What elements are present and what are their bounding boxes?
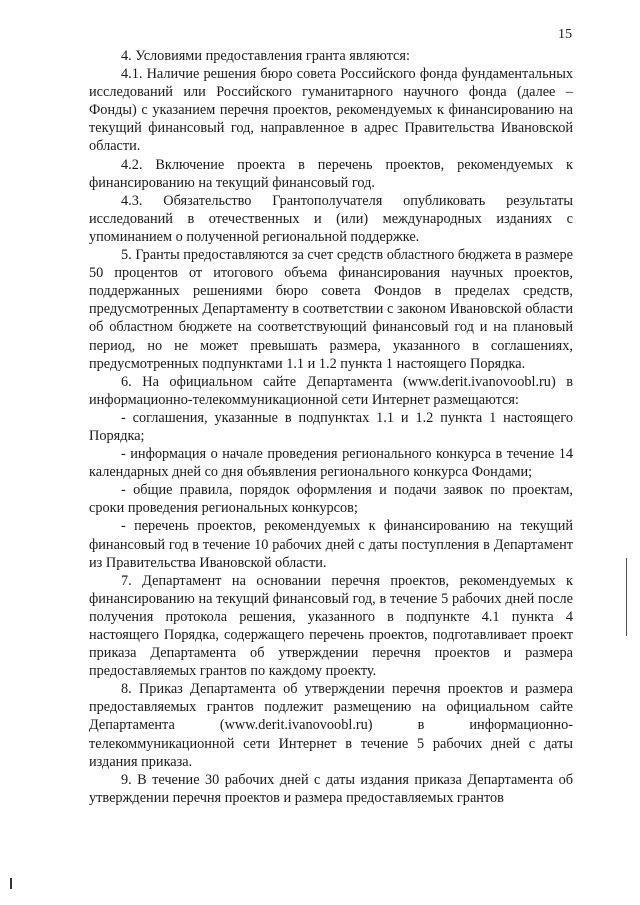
paragraph-5: 5. Гранты предоставляются за счет средств областного бюджета в размере 50 процентов от итогового объема финансирования научных проектов, поддержанных решениями бюро совета Фондов в пределах средств, предусмотренных Департаменту в соответствии с законом Ивановской области об областном бюджете на соответствующий финансовый год и на плановый период, но не может превышать размера, указанного в соглашениях, предусмотренных подпунктами 1.1 и 1.2 пункта 1 настоящего Порядка. (89, 247, 573, 372)
paragraph-8: 8. Приказ Департамента об утверждении перечня проектов и размера предоставляемых грантов подлежит размещению на официальном сайте Департамента (www.derit.ivanovoobl.ru) в информационно-телекоммуникационной сети Интернет в течение 5 рабочих дней с даты издания приказа. (89, 681, 573, 770)
scan-corner-mark (10, 878, 12, 889)
paragraph-6: 6. На официальном сайте Департамента (www.derit.ivanovoobl.ru) в информационно-телекоммуникационной сети Интернет размещаются: (89, 373, 573, 408)
paragraph-7: 7. Департамент на основании перечня проектов, рекомендуемых к финансированию на текущий финансовый год, в течение 5 рабочих дней после получения протокола решения, указанного в подпункте 4.1 пункта 4 настоящего Порядка, содержащего перечень проектов, подготавливает проект приказа Департамента об утверждении перечня проектов и размера предоставляемых грантов по каждому проекту. (89, 572, 573, 680)
paragraph-4-heading: 4. Условиями предоставления гранта являются: (121, 48, 410, 64)
paragraph-4-2: 4.2. Включение проекта в перечень проектов, рекомендуемых к финансированию на текущий финансовый год. (89, 156, 573, 191)
list-item-agreements: - соглашения, указанные в подпунктах 1.1 и 1.2 пункта 1 настоящего Порядка; (89, 409, 573, 444)
list-item-project-list: - перечень проектов, рекомендуемых к финансированию на текущий финансовый год в течение 10 рабочих дней с даты поступления в Департамент из Правительства Ивановской области. (89, 518, 573, 571)
list-item-rules: - общие правила, порядок оформления и подачи заявок по проектам, сроки проведения региональных конкурсов; (89, 482, 573, 517)
scan-edge-mark (626, 558, 627, 636)
page-number: 15 (558, 27, 572, 42)
paragraph-4-3: 4.3. Обязательство Грантополучателя опубликовать результаты исследований в отечественных и (или) международных изданиях с упоминанием о полученной региональной поддержке. (89, 192, 573, 245)
document-body (89, 47, 573, 807)
paragraph-9: 9. В течение 30 рабочих дней с даты издания приказа Департамента об утверждении перечня проектов и размера предоставляемых грантов (89, 771, 573, 806)
paragraph-4-1: 4.1. Наличие решения бюро совета Российского фонда фундаментальных исследований или Российского гуманитарного научного фонда (далее – Фонды) с указанием перечня проектов, рекомендуемых к финансированию на текущий финансовый год, направленное в адрес Правительства Ивановской области. (89, 66, 573, 155)
list-item-contest-start: - информация о начале проведения регионального конкурса в течение 14 календарных дней со дня объявления регионального конкурса Фондами; (89, 446, 573, 481)
